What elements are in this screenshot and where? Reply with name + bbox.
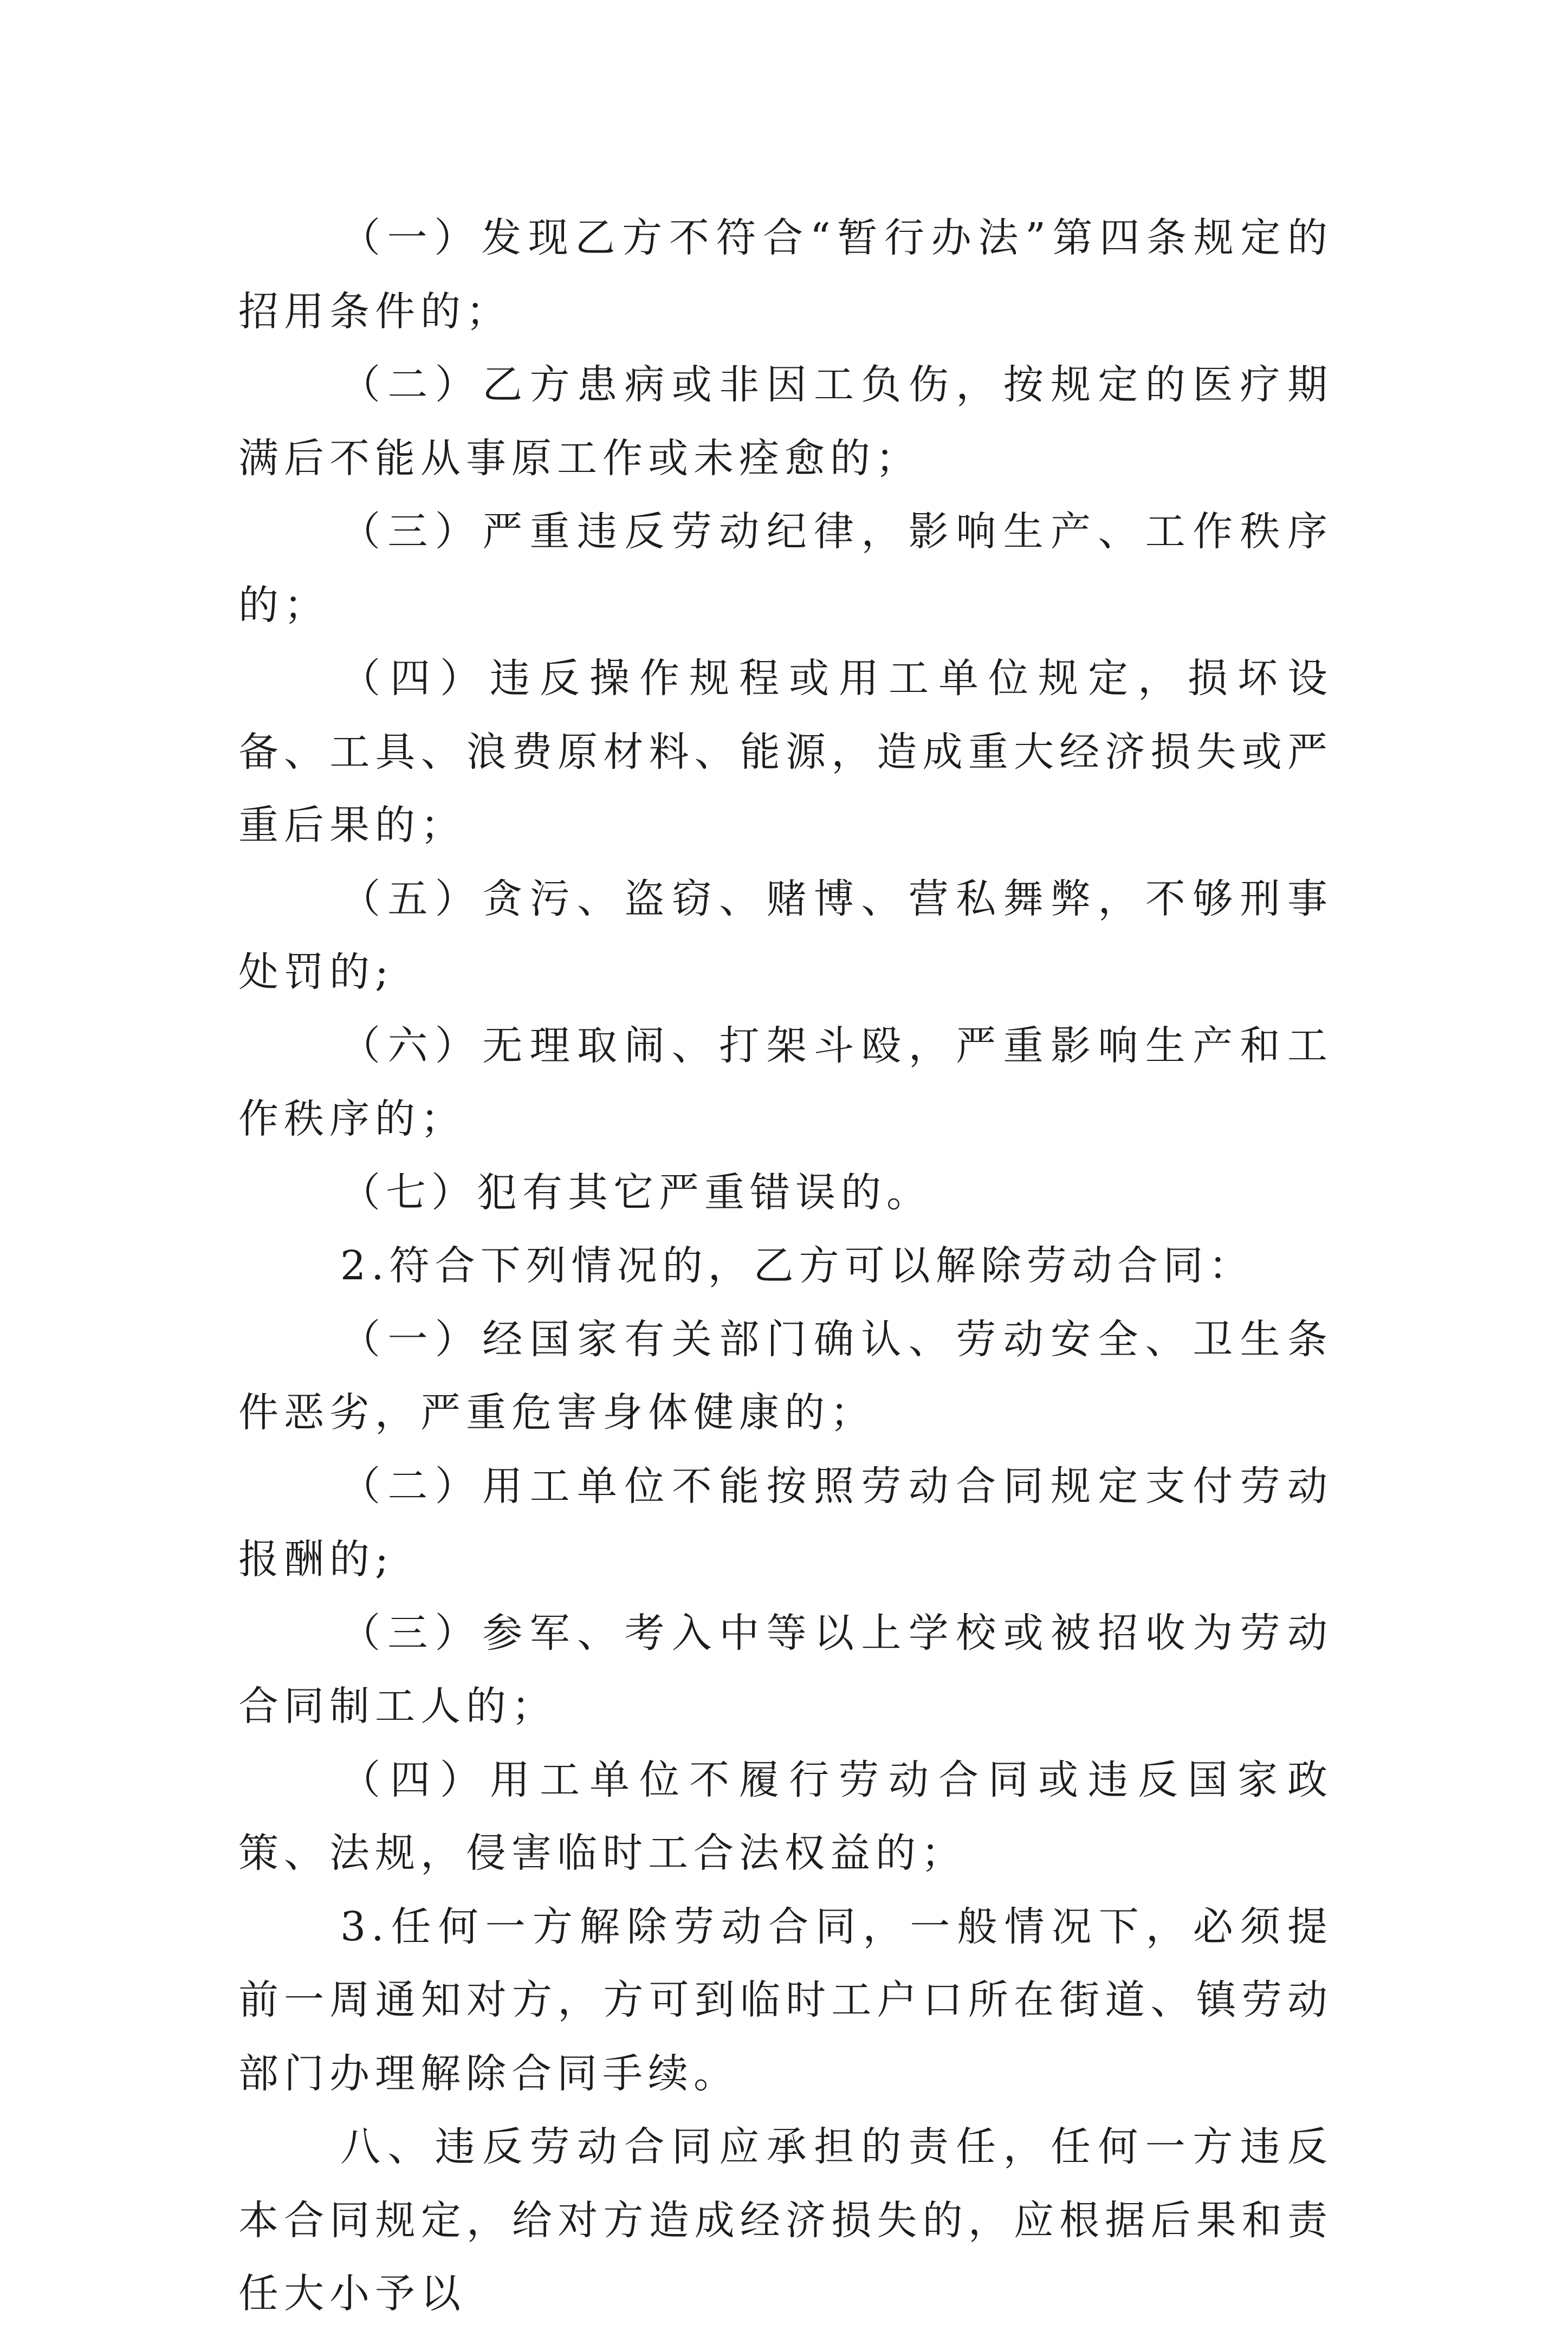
clause-section-3: 3.任何一方解除劳动合同，一般情况下，必须提前一周通知对方，方可到临时工户口所在街道、镇劳动部门办理解除合同手续。 [238, 1903, 1333, 2097]
document-body [238, 202, 1333, 2331]
clause-dismissal-item-6: （六）无理取闹、打架斗殴，严重影响生产和工作秩序的； [238, 1022, 1333, 1142]
clause-resignation-item-4: （四）用工单位不履行劳动合同或违反国家政策、法规，侵害临时工合法权益的； [238, 1756, 1333, 1876]
clause-resignation-item-2: （二）用工单位不能按照劳动合同规定支付劳动报酬的; [238, 1462, 1333, 1583]
clause-section-2-heading: 2.符合下列情况的，乙方可以解除劳动合同： [340, 1242, 1254, 1289]
clause-dismissal-item-7: （七）犯有其它严重错误的。 [340, 1169, 932, 1216]
clause-resignation-item-3: （三）参军、考入中等以上学校或被招收为劳动合同制工人的； [238, 1609, 1333, 1730]
clause-dismissal-item-3: （三）严重违反劳动纪律，影响生产、工作秩序的； [238, 508, 1333, 629]
clause-dismissal-item-1: （一）发现乙方不符合“暂行办法”第四条规定的招用条件的； [238, 215, 1333, 335]
article-8-liability: 八、违反劳动合同应承担的责任，任何一方违反本合同规定，给对方造成经济损失的，应根据后果和责任大小予以 [238, 2123, 1333, 2317]
clause-resignation-item-1: （一）经国家有关部门确认、劳动安全、卫生条件恶劣，严重危害身体健康的； [238, 1316, 1333, 1436]
clause-dismissal-item-2: （二）乙方患病或非因工负伤，按规定的医疗期满后不能从事原工作或未痊愈的； [238, 361, 1333, 482]
clause-dismissal-item-5: （五）贪污、盗窃、赌博、营私舞弊，不够刑事处罚的; [238, 875, 1333, 995]
clause-dismissal-item-4: （四）违反操作规程或用工单位规定，损坏设备、工具、浪费原材料、能源，造成重大经济损失或严重后果的； [238, 655, 1333, 849]
